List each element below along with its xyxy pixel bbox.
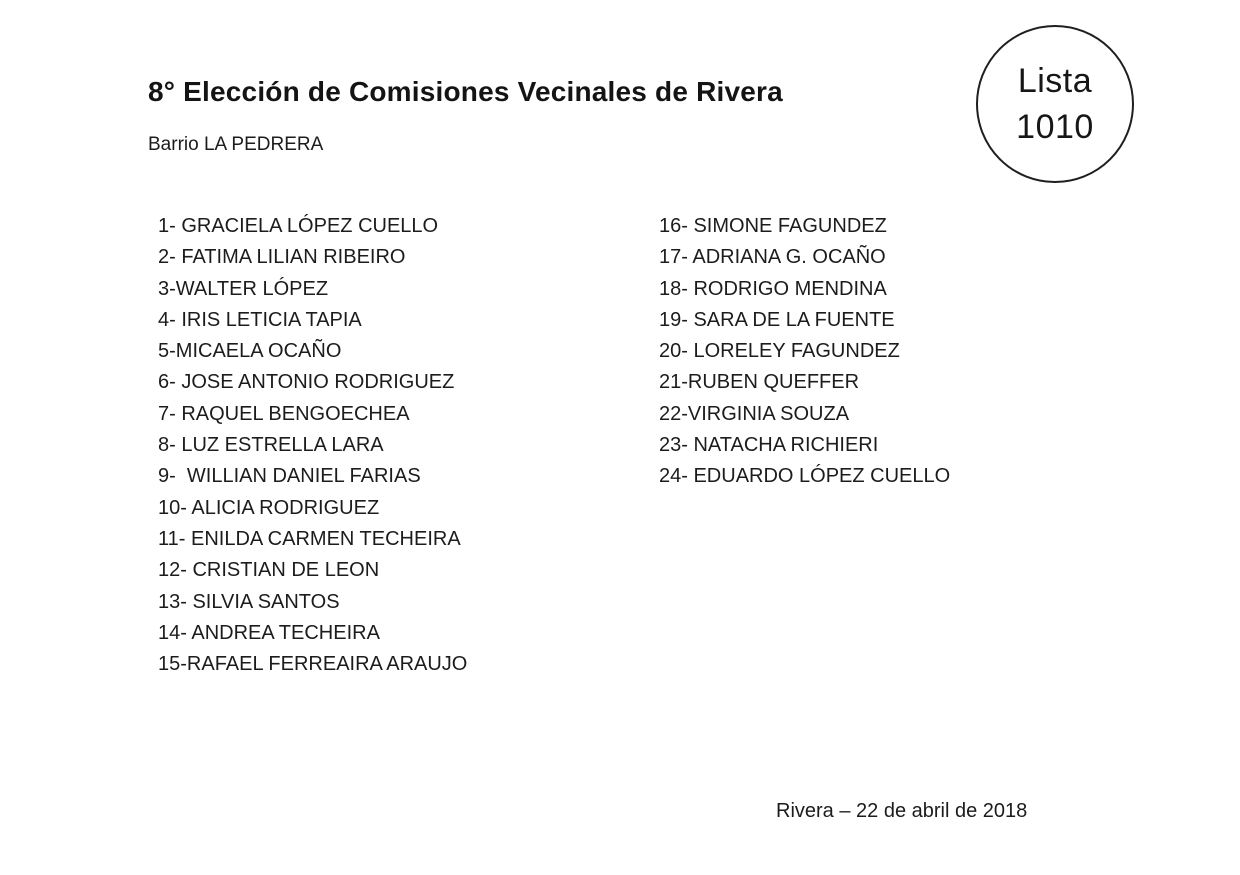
list-badge-label: Lista (1017, 61, 1093, 100)
page-title: 8° Elección de Comisiones Vecinales de Rivera (148, 76, 783, 107)
candidate-list-left (158, 211, 467, 680)
candidate-item: 23- NATACHA RICHIERI (659, 434, 879, 457)
candidate-item: 3-WALTER LÓPEZ (158, 277, 329, 300)
candidate-item: 19- SARA DE LA FUENTE (659, 308, 895, 331)
candidate-item: 13- SILVIA SANTOS (158, 590, 340, 613)
candidate-item: 6- JOSE ANTONIO RODRIGUEZ (158, 371, 455, 394)
candidate-item: 9- WILLIAN DANIEL FARIAS (158, 465, 421, 488)
candidate-item: 2- FATIMA LILIAN RIBEIRO (158, 246, 406, 269)
candidate-item: 20- LORELEY FAGUNDEZ (659, 340, 900, 363)
candidate-item: 5-MICAELA OCAÑO (158, 340, 342, 363)
list-number-badge (976, 25, 1134, 183)
candidate-item: 24- EDUARDO LÓPEZ CUELLO (659, 465, 951, 488)
candidate-item: 17- ADRIANA G. OCAÑO (659, 246, 886, 269)
candidate-item: 15-RAFAEL FERREAIRA ARAUJO (158, 653, 468, 676)
candidate-item: 21-RUBEN QUEFFER (659, 371, 860, 394)
candidate-item: 8- LUZ ESTRELLA LARA (158, 434, 384, 457)
candidate-item: 16- SIMONE FAGUNDEZ (659, 215, 887, 237)
candidate-item: 7- RAQUEL BENGOECHEA (158, 402, 410, 425)
candidate-list-right (659, 211, 950, 493)
footer-date: Rivera – 22 de abril de 2018 (776, 800, 1028, 822)
list-badge-number: 1010 (1016, 108, 1094, 146)
candidate-item: 14- ANDREA TECHEIRA (158, 621, 380, 644)
candidate-item: 12- CRISTIAN DE LEON (158, 559, 380, 582)
candidate-item: 4- IRIS LETICIA TAPIA (158, 308, 362, 331)
candidate-item: 10- ALICIA RODRIGUEZ (158, 496, 380, 519)
candidate-item: 22-VIRGINIA SOUZA (659, 402, 850, 425)
candidate-item: 1- GRACIELA LÓPEZ CUELLO (158, 215, 439, 237)
candidate-item: 18- RODRIGO MENDINA (659, 277, 887, 300)
barrio-subtitle: Barrio LA PEDRERA (148, 134, 324, 155)
candidate-item: 11- ENILDA CARMEN TECHEIRA (158, 527, 461, 550)
